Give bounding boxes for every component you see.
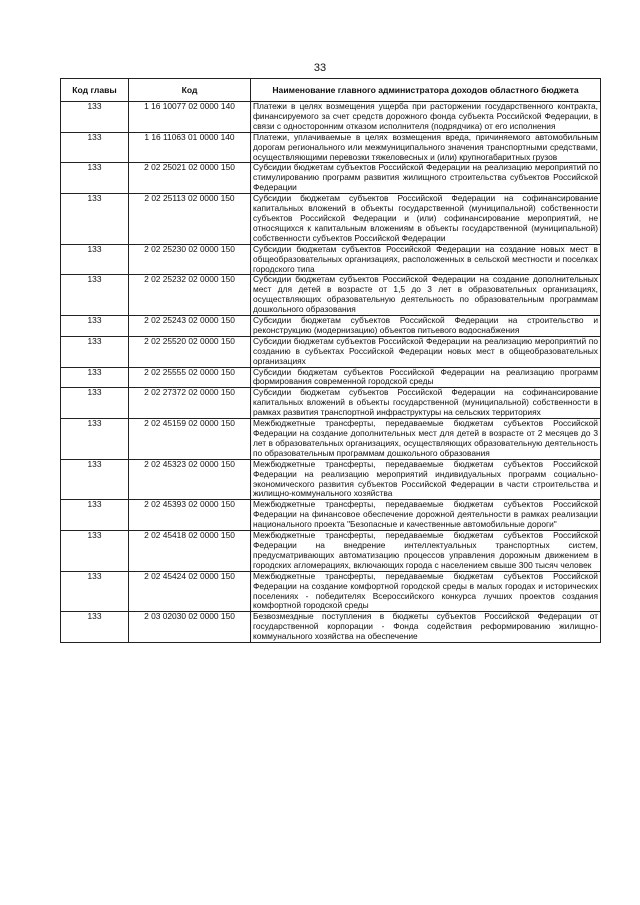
header-chapter-code: Код главы	[61, 79, 129, 102]
table-row	[61, 102, 601, 133]
chapter-code-cell: 133	[61, 612, 129, 643]
page-number: 33	[313, 62, 327, 74]
header-code: Код	[129, 79, 251, 102]
name-cell: Межбюджетные трансферты, передаваемые бюджетам субъектов Российской Федерации на создание комфортной городской среды в малых городах и исторических поселениях - победителях Всероссийского конкурса лучших проектов создания комфортной городской среды	[251, 571, 601, 612]
revenue-admin-table	[60, 78, 601, 643]
chapter-code-cell: 133	[61, 102, 129, 133]
table-row	[61, 500, 601, 531]
name-cell: Субсидии бюджетам субъектов Российской Федерации на строительство и реконструкцию (модернизацию) объектов питьевого водоснабжения	[251, 316, 601, 337]
table-row	[61, 612, 601, 643]
chapter-code-cell: 133	[61, 336, 129, 367]
name-cell: Межбюджетные трансферты, передаваемые бюджетам субъектов Российской Федерации на внедрение интеллектуальных транспортных систем, предусматривающих автоматизацию процессов управления дорожным движением в городских агломерациях, включающих города с населением свыше 300 тысяч человек	[251, 531, 601, 572]
name-cell: Межбюджетные трансферты, передаваемые бюджетам субъектов Российской Федерации на создание дополнительных мест для детей в возрасте от 2 месяцев до 3 лет в образовательных организациях, осуществляющих образовательную деятельность по образовательным программам дошкольного образования	[251, 419, 601, 460]
code-cell: 1 16 11063 01 0000 140	[129, 132, 251, 163]
header-administrator-name: Наименование главного администратора доходов областного бюджета	[251, 79, 601, 102]
name-cell: Субсидии бюджетам субъектов Российской Федерации на создание дополнительных мест для детей в возрасте от 1,5 до 3 лет в образовательных организациях, осуществляющих образовательную деятельность по образовательным программам дошкольного образования	[251, 275, 601, 316]
chapter-code-cell: 133	[61, 388, 129, 419]
table-row	[61, 275, 601, 316]
name-cell: Субсидии бюджетам субъектов Российской Федерации на создание новых мест в общеобразовательных организациях, расположенных в сельской местности и поселках городского типа	[251, 244, 601, 275]
name-cell: Межбюджетные трансферты, передаваемые бюджетам субъектов Российской Федерации на реализацию мероприятий индивидуальных программ социально-экономического развития субъектов Российской Федерации в части строительства и жилищно-коммунального хозяйства	[251, 459, 601, 500]
table-row	[61, 388, 601, 419]
code-cell: 1 16 10077 02 0000 140	[129, 102, 251, 133]
table-row	[61, 571, 601, 612]
code-cell: 2 02 25555 02 0000 150	[129, 367, 251, 388]
code-cell: 2 02 45323 02 0000 150	[129, 459, 251, 500]
table-row	[61, 459, 601, 500]
chapter-code-cell: 133	[61, 163, 129, 194]
name-cell: Субсидии бюджетам субъектов Российской Федерации на реализацию мероприятий по стимулированию программ развития жилищного строительства субъектов Российской Федерации	[251, 163, 601, 194]
chapter-code-cell: 133	[61, 459, 129, 500]
name-cell: Субсидии бюджетам субъектов Российской Федерации на софинансирование капитальных вложений в объекты государственной (муниципальной) собственности субъектов Российской Федерации и (или) софинансирование мероприятий, не относящихся к капитальным вложениям в объекты государственной (муниципальной) собственности субъектов Российской Федерации	[251, 194, 601, 245]
code-cell: 2 02 45418 02 0000 150	[129, 531, 251, 572]
code-cell: 2 02 25021 02 0000 150	[129, 163, 251, 194]
table-row	[61, 336, 601, 367]
table-header-row	[61, 79, 601, 102]
name-cell: Платежи, уплачиваемые в целях возмещения вреда, причиняемого автомобильным дорогам регионального или межмуниципального значения транспортными средствами, осуществляющими перевозки тяжеловесных и (или) крупногабаритных грузов	[251, 132, 601, 163]
name-cell: Субсидии бюджетам субъектов Российской Федерации на софинансирование капитальных вложений в объекты государственной (муниципальной) собственности в рамках развития транспортной инфраструктуры на сельских территориях	[251, 388, 601, 419]
code-cell: 2 02 25520 02 0000 150	[129, 336, 251, 367]
table-row	[61, 132, 601, 163]
code-cell: 2 02 25230 02 0000 150	[129, 244, 251, 275]
chapter-code-cell: 133	[61, 244, 129, 275]
chapter-code-cell: 133	[61, 531, 129, 572]
code-cell: 2 02 45393 02 0000 150	[129, 500, 251, 531]
name-cell: Платежи в целях возмещения ущерба при расторжении государственного контракта, финансируемого за счет средств дорожного фонда субъекта Российской Федерации, в связи с односторонним отказом исполнителя (подрядчика) от его исполнения	[251, 102, 601, 133]
chapter-code-cell: 133	[61, 275, 129, 316]
name-cell: Субсидии бюджетам субъектов Российской Федерации на реализацию программ формирования современной городской среды	[251, 367, 601, 388]
table-row	[61, 531, 601, 572]
table-row	[61, 367, 601, 388]
table-row	[61, 163, 601, 194]
chapter-code-cell: 133	[61, 500, 129, 531]
chapter-code-cell: 133	[61, 194, 129, 245]
chapter-code-cell: 133	[61, 367, 129, 388]
chapter-code-cell: 133	[61, 316, 129, 337]
code-cell: 2 02 45424 02 0000 150	[129, 571, 251, 612]
chapter-code-cell: 133	[61, 132, 129, 163]
chapter-code-cell: 133	[61, 419, 129, 460]
code-cell: 2 02 25113 02 0000 150	[129, 194, 251, 245]
code-cell: 2 02 25243 02 0000 150	[129, 316, 251, 337]
name-cell: Межбюджетные трансферты, передаваемые бюджетам субъектов Российской Федерации на финансовое обеспечение дорожной деятельности в рамках реализации национального проекта "Безопасные и качественные автомобильные дороги"	[251, 500, 601, 531]
code-cell: 2 02 25232 02 0000 150	[129, 275, 251, 316]
code-cell: 2 03 02030 02 0000 150	[129, 612, 251, 643]
code-cell: 2 02 45159 02 0000 150	[129, 419, 251, 460]
name-cell: Безвозмездные поступления в бюджеты субъектов Российской Федерации от государственной корпорации - Фонда содействия реформированию жилищно-коммунального хозяйства на обеспечение	[251, 612, 601, 643]
table-row	[61, 316, 601, 337]
table-row	[61, 194, 601, 245]
name-cell: Субсидии бюджетам субъектов Российской Федерации на реализацию мероприятий по созданию в субъектах Российской Федерации новых мест в общеобразовательных организациях	[251, 336, 601, 367]
table-row	[61, 419, 601, 460]
table-row	[61, 244, 601, 275]
chapter-code-cell: 133	[61, 571, 129, 612]
code-cell: 2 02 27372 02 0000 150	[129, 388, 251, 419]
